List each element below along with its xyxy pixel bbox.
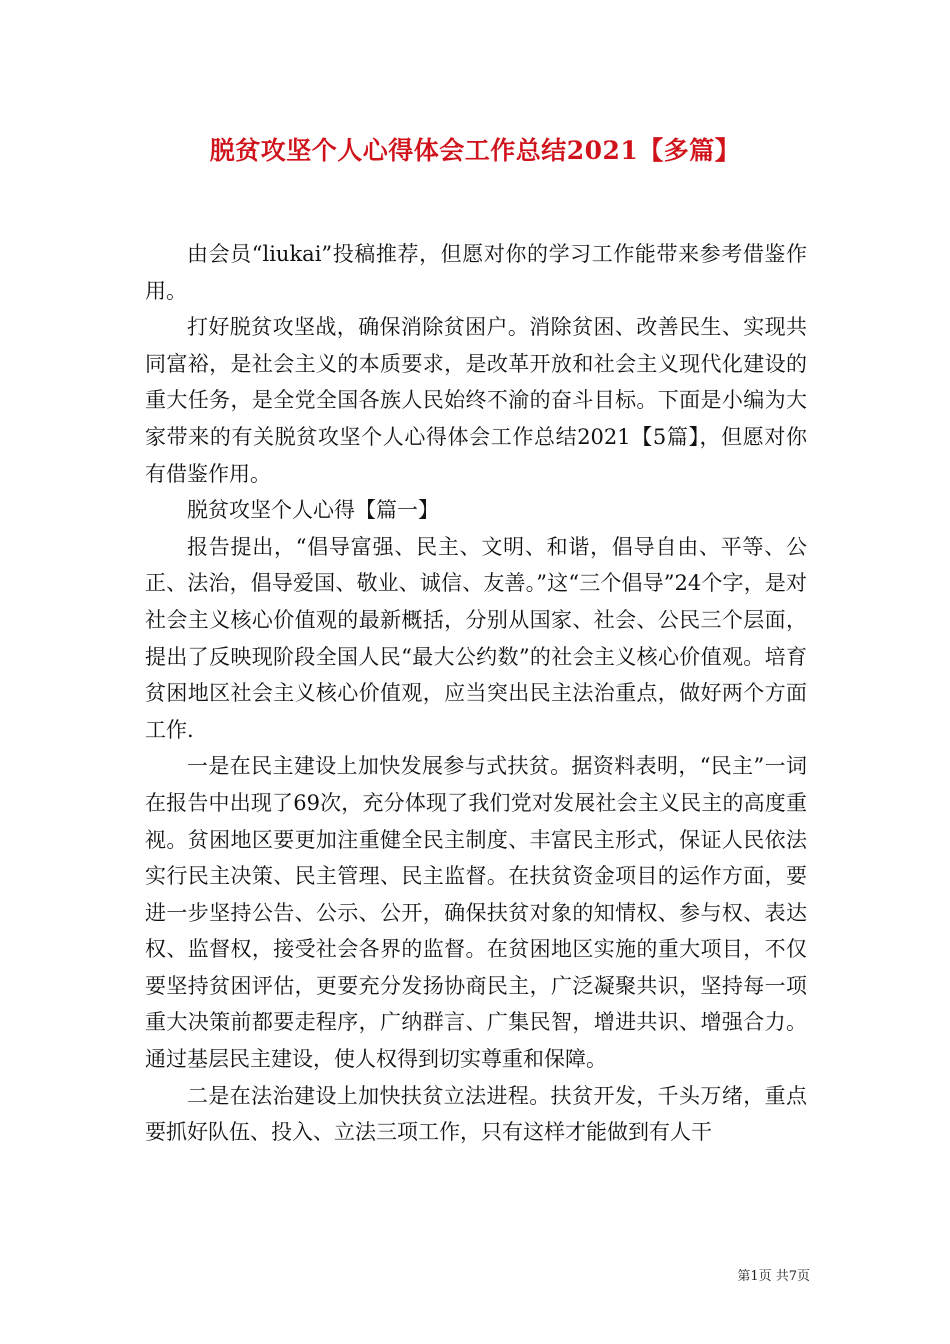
body-paragraph: 一是在民主建设上加快发展参与式扶贫。据资料表明，“民主”一词在报告中出现了69次，充分体现了我们党对发展社会主义民主的高度重视。贫困地区要更加注重健全民主制度、丰富民主形式，保证人民依法实行民主决策、民主管理、民主监督。在扶贫资金项目的运作方面，要进一步坚持公告、公示、公开，确保扶贫对象的知情权、参与权、表达权、监督权，接受社会各界的监督。在贫困地区实施的重大项目，不仅要坚持贫困评估，更要充分发扬协商民主，广泛凝聚共识，坚持每一项重大决策前都要走程序，广纳群言、广集民智，增进共识、增强合力。通过基层民主建设，使人权得到切实尊重和保障。 <box>145 754 807 1072</box>
document-title: 脱贫攻坚个人心得体会工作总结2021【多篇】 <box>209 136 741 165</box>
intro-paragraph: 由会员“liukai”投稿推荐，但愿对你的学习工作能带来参考借鉴作用。 <box>145 242 807 303</box>
body-paragraph: 报告提出，“倡导富强、民主、文明、和谐，倡导自由、平等、公正、法治，倡导爱国、敬业、诚信、友善。”这“三个倡导”24个字，是对社会主义核心价值观的最新概括，分别从国家、社会、公民三个层面，提出了反映现阶段全国人民“最大公约数”的社会主义核心价值观。培育贫困地区社会主义核心价值观，应当突出民主法治重点，做好两个方面工作. <box>145 534 807 742</box>
document-body <box>145 236 807 1151</box>
section-heading: 脱贫攻坚个人心得【篇一】 <box>187 498 439 523</box>
page-number: 第1页 共7页 <box>737 1269 810 1284</box>
summary-paragraph: 打好脱贫攻坚战，确保消除贫困户。消除贫困、改善民生、实现共同富裕，是社会主义的本质要求，是改革开放和社会主义现代化建设的重大任务，是全党全国各族人民始终不渝的奋斗目标。下面是小编为大家带来的有关脱贫攻坚个人心得体会工作总结2021【5篇】，但愿对你有借鉴作用。 <box>145 315 807 486</box>
body-paragraph: 二是在法治建设上加快扶贫立法进程。扶贫开发，千头万绪，重点要抓好队伍、投入、立法三项工作，只有这样才能做到有人干 <box>145 1083 807 1145</box>
